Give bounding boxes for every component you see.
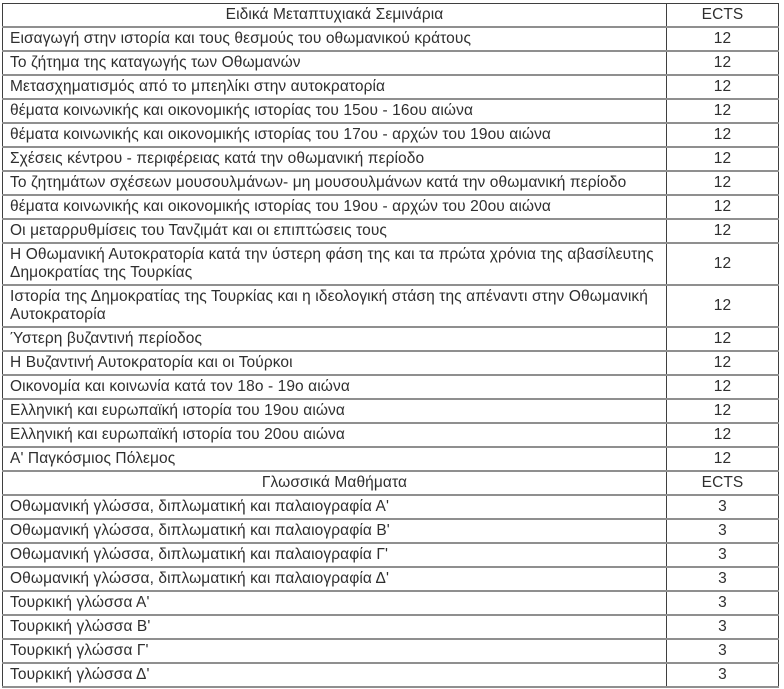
course-name-cell: θέματα κοινωνικής και οικονομικής ιστορίας του 19ου - αρχών του 20ου αιώνα [3, 195, 667, 219]
ects-value-cell: 12 [667, 27, 779, 51]
course-name-cell: θέματα κοινωνικής και οικονομικής ιστορίας του 17ου - αρχών του 19ου αιώνα [3, 123, 667, 147]
ects-value-cell: 3 [667, 591, 779, 615]
course-name-cell: Οθωμανική γλώσσα, διπλωματική και παλαιογραφία Γ' [3, 543, 667, 567]
course-name-cell: Α' Παγκόσμιος Πόλεμος [3, 447, 667, 471]
ects-value-cell: 3 [667, 663, 779, 687]
ects-value-cell: 12 [667, 351, 779, 375]
course-name-cell: Οικονομία και κοινωνία κατά τον 18ο - 19ο αιώνα [3, 375, 667, 399]
section-header-row [3, 471, 779, 495]
ects-value-cell: 12 [667, 75, 779, 99]
course-row [3, 543, 779, 567]
course-row [3, 171, 779, 195]
course-name-cell: Η Βυζαντινή Αυτοκρατορία και οι Τούρκοι [3, 351, 667, 375]
course-row [3, 639, 779, 663]
course-row [3, 195, 779, 219]
ects-value-cell: 12 [667, 447, 779, 471]
course-row [3, 591, 779, 615]
ects-value-cell: 12 [667, 147, 779, 171]
ects-value-cell: 3 [667, 567, 779, 591]
ects-column-header: ECTS [667, 4, 779, 28]
ects-value-cell: 12 [667, 51, 779, 75]
course-name-cell: Τουρκική γλώσσα Γ' [3, 639, 667, 663]
course-name-cell: Τουρκική γλώσσα Α' [3, 591, 667, 615]
ects-value-cell: 12 [667, 243, 779, 285]
course-row [3, 495, 779, 519]
section-title: Ειδικά Μεταπτυχιακά Σεμινάρια [3, 4, 667, 28]
course-name-cell: Ελληνική και ευρωπαϊκή ιστορία του 19ου αιώνα [3, 399, 667, 423]
course-name-cell: Ιστορία της Δημοκρατίας της Τουρκίας και η ιδεολογική στάση της απέναντι στην Οθωμανική Αυτοκρατορία [3, 285, 667, 327]
course-row [3, 123, 779, 147]
course-name-cell: Σχέσεις κέντρου - περιφέρειας κατά την οθωμανική περίοδο [3, 147, 667, 171]
ects-value-cell: 12 [667, 99, 779, 123]
course-name-cell: Τουρκική γλώσσα Β' [3, 615, 667, 639]
course-row [3, 447, 779, 471]
ects-value-cell: 12 [667, 171, 779, 195]
curriculum-ects-table [2, 3, 779, 688]
course-row [3, 423, 779, 447]
course-row [3, 51, 779, 75]
ects-value-cell: 3 [667, 519, 779, 543]
ects-column-header: ECTS [667, 471, 779, 495]
course-name-cell: Το ζήτημα της καταγωγής των Οθωμανών [3, 51, 667, 75]
course-row [3, 663, 779, 687]
ects-value-cell: 12 [667, 399, 779, 423]
course-row [3, 519, 779, 543]
course-row [3, 615, 779, 639]
course-row [3, 147, 779, 171]
ects-value-cell: 12 [667, 285, 779, 327]
ects-value-cell: 12 [667, 327, 779, 351]
course-name-cell: Η Οθωμανική Αυτοκρατορία κατά την ύστερη φάση της και τα πρώτα χρόνια της αβασίλευτης Δημοκρατίας της Τουρκίας [3, 243, 667, 285]
ects-value-cell: 3 [667, 639, 779, 663]
ects-value-cell: 12 [667, 123, 779, 147]
course-name-cell: Ελληνική και ευρωπαϊκή ιστορία του 20ου αιώνα [3, 423, 667, 447]
course-name-cell: Οθωμανική γλώσσα, διπλωματική και παλαιογραφία Δ' [3, 567, 667, 591]
curriculum-table-body [3, 4, 779, 688]
ects-value-cell: 12 [667, 195, 779, 219]
course-row [3, 99, 779, 123]
section-header-row [3, 4, 779, 28]
ects-value-cell: 12 [667, 219, 779, 243]
course-name-cell: Μετασχηματισμός από το μπεηλίκι στην αυτοκρατορία [3, 75, 667, 99]
ects-value-cell: 12 [667, 423, 779, 447]
course-row [3, 27, 779, 51]
course-name-cell: Εισαγωγή στην ιστορία και τους θεσμούς του οθωμανικού κράτους [3, 27, 667, 51]
course-row [3, 375, 779, 399]
course-name-cell: Οθωμανική γλώσσα, διπλωματική και παλαιογραφία Α' [3, 495, 667, 519]
section-title: Γλωσσικά Μαθήματα [3, 471, 667, 495]
course-row [3, 327, 779, 351]
ects-value-cell: 3 [667, 495, 779, 519]
course-name-cell: Ύστερη βυζαντινή περίοδος [3, 327, 667, 351]
ects-value-cell: 12 [667, 375, 779, 399]
course-row [3, 567, 779, 591]
ects-value-cell: 3 [667, 615, 779, 639]
course-row [3, 243, 779, 285]
course-row [3, 219, 779, 243]
course-name-cell: θέματα κοινωνικής και οικονομικής ιστορίας του 15ου - 16ου αιώνα [3, 99, 667, 123]
course-row [3, 75, 779, 99]
course-row [3, 399, 779, 423]
course-name-cell: Το ζητημάτων σχέσεων μουσουλμάνων- μη μουσουλμάνων κατά την οθωμανική περίοδο [3, 171, 667, 195]
course-name-cell: Οθωμανική γλώσσα, διπλωματική και παλαιογραφία Β' [3, 519, 667, 543]
course-name-cell: Τουρκική γλώσσα Δ' [3, 663, 667, 687]
course-row [3, 285, 779, 327]
course-name-cell: Οι μεταρρυθμίσεις του Τανζιμάτ και οι επιπτώσεις τους [3, 219, 667, 243]
course-row [3, 351, 779, 375]
ects-value-cell: 3 [667, 543, 779, 567]
